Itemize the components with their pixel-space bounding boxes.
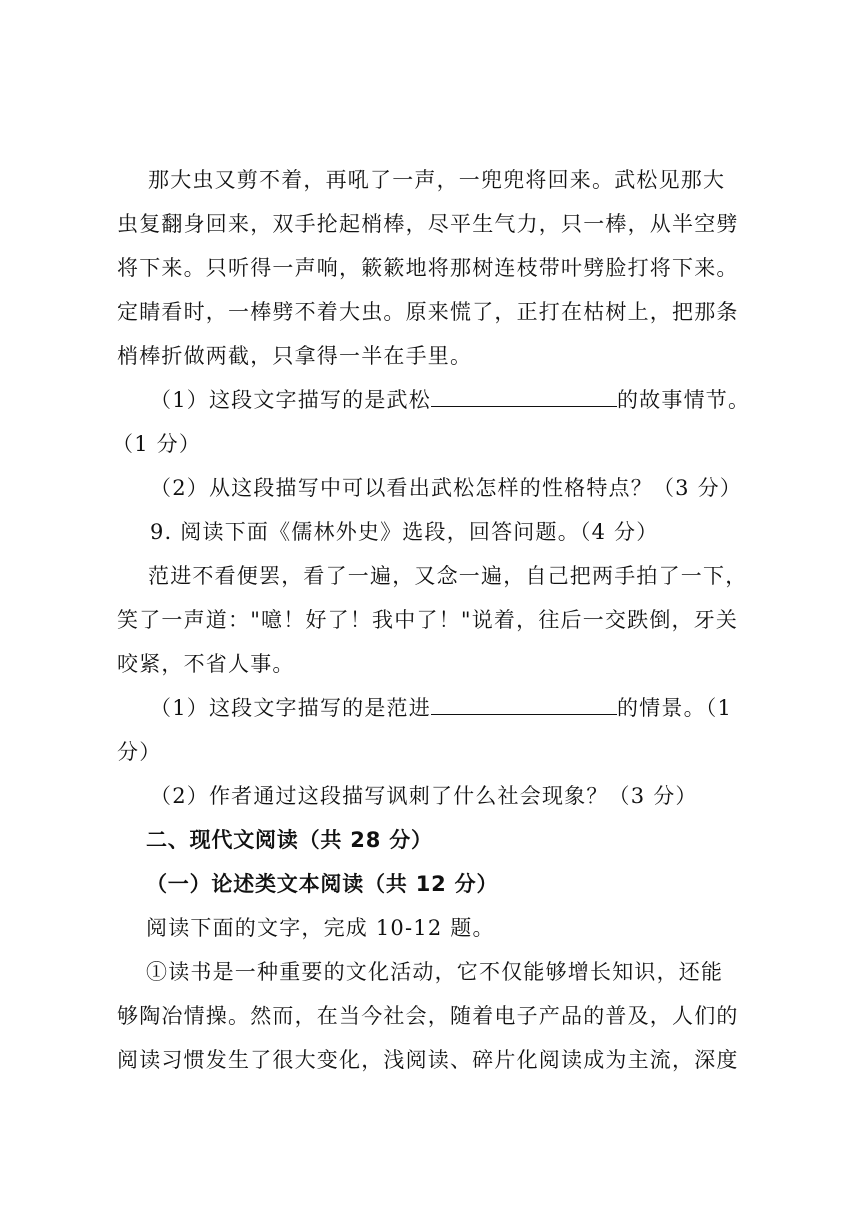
instruction-text: 阅读下面的文字，完成 10-12 题。 <box>146 916 495 940</box>
answer-blank[interactable] <box>431 386 617 407</box>
passage-line: 咬紧，不省人事。 <box>117 652 295 676</box>
question-8-1-suffix: 的故事情节。 <box>616 388 751 412</box>
passage-line: 笑了一声道："噫！好了！我中了！"说着，往后一交跌倒，牙关 <box>117 608 739 632</box>
passage-line: 阅读习惯发生了很大变化，浅阅读、碎片化阅读成为主流，深度 <box>117 1048 739 1072</box>
question-8-1-prefix: （1）这段文字描写的是武松 <box>150 388 431 412</box>
passage-line: 够陶冶情操。然而，在当今社会，随着电子产品的普及，人们的 <box>117 1004 739 1028</box>
section-heading: 二、现代文阅读（共 28 分） <box>146 828 433 852</box>
question-8-1-score: （1 分） <box>112 432 202 456</box>
passage-line: 将下来。只听得一声响，簌簌地将那树连枝带叶劈脸打将下来。 <box>117 256 739 280</box>
question-8-2: （2）从这段描写中可以看出武松怎样的性格特点？（3 分） <box>150 476 742 500</box>
passage-line: ①读书是一种重要的文化活动，它不仅能够增长知识，还能 <box>146 960 724 984</box>
question-9-1-score: 分） <box>117 740 162 764</box>
passage-line: 那大虫又剪不着，再吼了一声，一兜兜将回来。武松见那大 <box>148 168 726 192</box>
question-9-1 <box>150 686 790 730</box>
question-9-heading: 9. 阅读下面《儒林外史》选段，回答问题。（4 分） <box>150 520 659 544</box>
question-9-2: （2）作者通过这段描写讽刺了什么社会现象？（3 分） <box>150 784 698 808</box>
question-9-1-prefix: （1）这段文字描写的是范进 <box>150 696 431 720</box>
subsection-heading: （一）论述类文本阅读（共 12 分） <box>146 872 499 896</box>
question-9-1-suffix: 的情景。（1 <box>616 696 733 720</box>
passage-line: 定睛看时，一棒劈不着大虫。原来慌了，正打在枯树上，把那条 <box>117 300 739 324</box>
passage-line: 梢棒折做两截，只拿得一半在手里。 <box>117 344 473 368</box>
passage-line: 虫复翻身回来，双手抡起梢棒，尽平生气力，只一棒，从半空劈 <box>117 212 739 236</box>
passage-line: 范进不看便罢，看了一遍，又念一遍，自己把两手拍了一下， <box>148 564 748 588</box>
answer-blank[interactable] <box>431 694 617 715</box>
question-8-1 <box>150 378 790 422</box>
